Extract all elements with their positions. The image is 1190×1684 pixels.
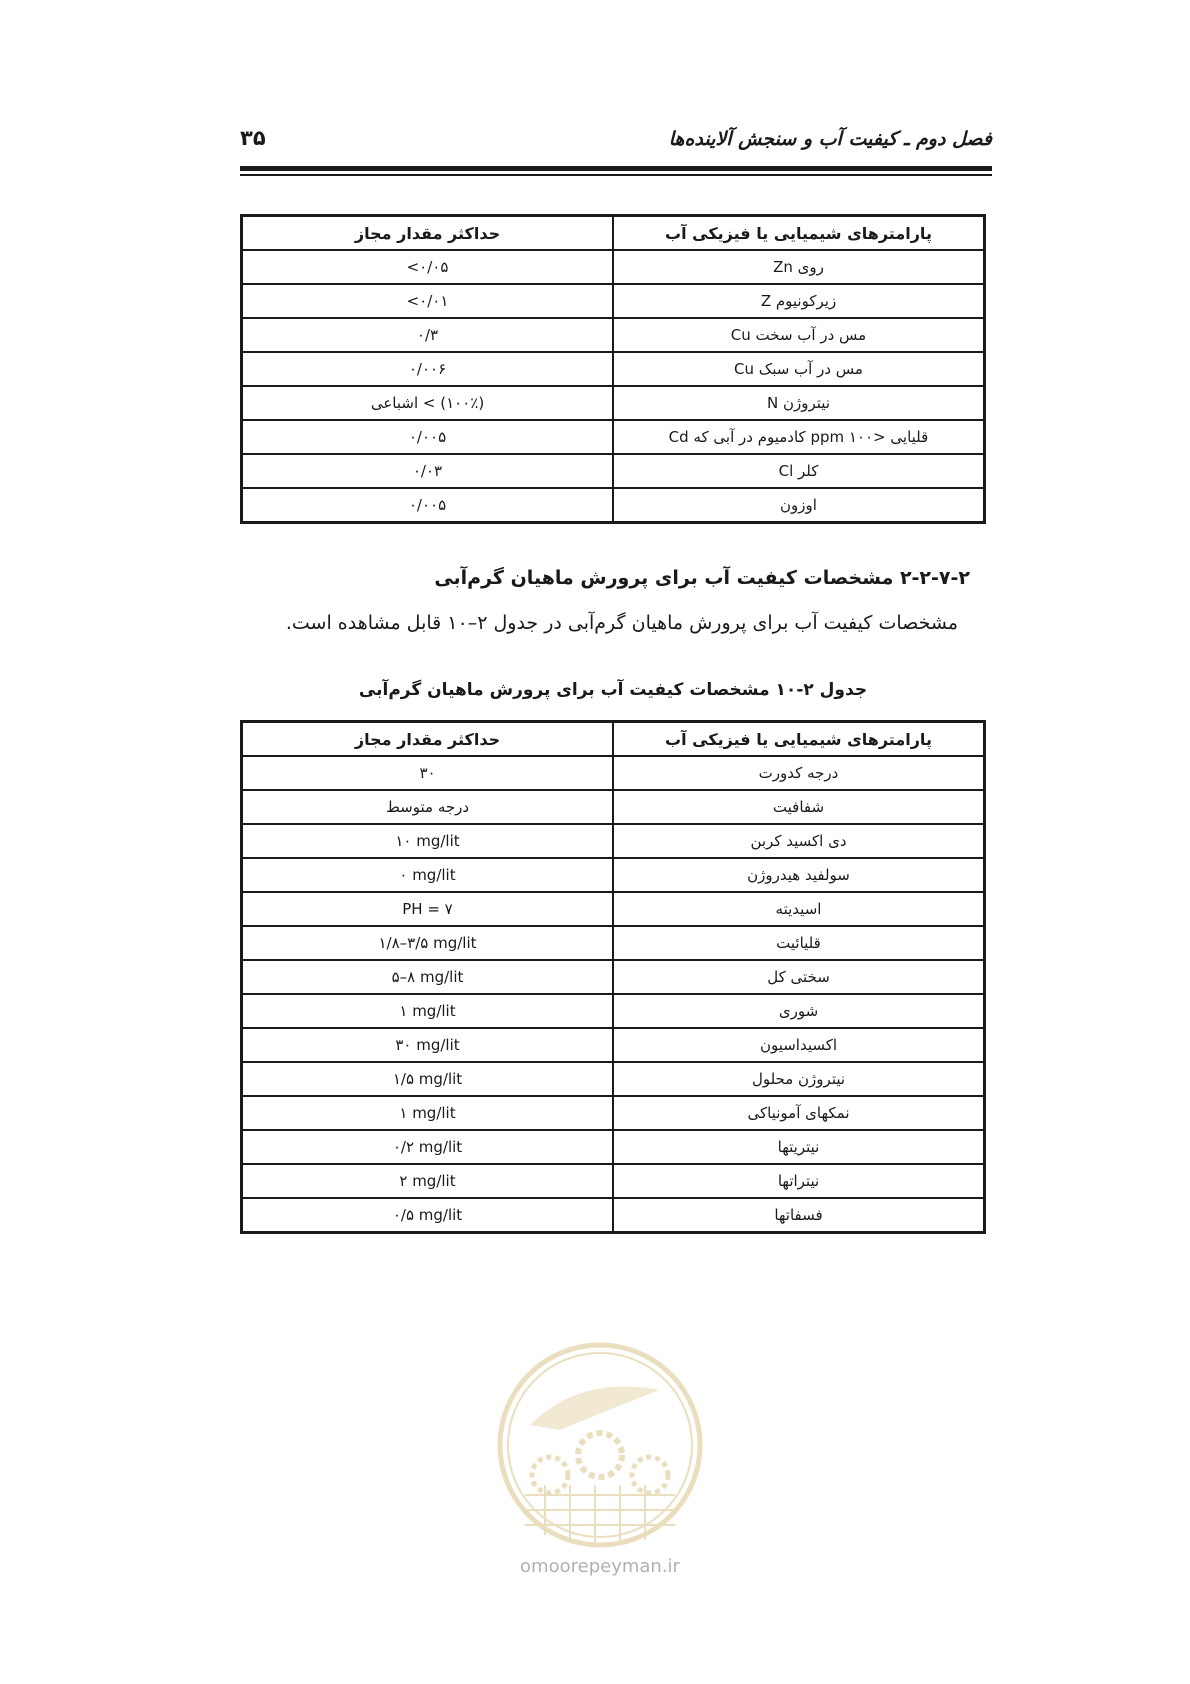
table-row bbox=[242, 1096, 985, 1130]
param-cell: سختی کل bbox=[613, 960, 985, 994]
table-warmwater-fish bbox=[240, 720, 986, 1234]
limit-cell: ۱ mg/lit bbox=[242, 1096, 614, 1130]
limit-cell: ۰/۰۰۵ bbox=[242, 488, 614, 523]
limit-cell: ۱/۸–۳/۵ mg/lit bbox=[242, 926, 614, 960]
limit-cell: ۲ mg/lit bbox=[242, 1164, 614, 1198]
param-cell: نیتروژن محلول bbox=[613, 1062, 985, 1096]
table-row bbox=[242, 892, 985, 926]
param-cell: Cu مس در آب سخت bbox=[613, 318, 985, 352]
table-row bbox=[242, 824, 985, 858]
param-cell: Zn روی bbox=[613, 250, 985, 284]
header-rule-thick bbox=[240, 166, 992, 171]
table-row bbox=[242, 994, 985, 1028]
header-rule-thin bbox=[240, 174, 992, 176]
param-cell: نیتراتها bbox=[613, 1164, 985, 1198]
param-cell: نیتریتها bbox=[613, 1130, 985, 1164]
limit-cell: ۱۰ mg/lit bbox=[242, 824, 614, 858]
table-row bbox=[242, 488, 985, 523]
table-row bbox=[242, 1062, 985, 1096]
limit-cell: ۱ mg/lit bbox=[242, 994, 614, 1028]
limit-cell: ۰/۳ bbox=[242, 318, 614, 352]
table-row bbox=[242, 454, 985, 488]
limit-cell: PH = ۷ bbox=[242, 892, 614, 926]
column-header-limit: حداکثر مقدار مجاز bbox=[242, 722, 614, 757]
watermark-url: omoorepeyman.ir bbox=[520, 1556, 680, 1577]
param-cell: Cl کلر bbox=[613, 454, 985, 488]
limit-cell: درجه متوسط bbox=[242, 790, 614, 824]
table-row bbox=[242, 1028, 985, 1062]
page-number: ۳۵ bbox=[240, 126, 266, 150]
limit-cell: ۰/۰۰۶ bbox=[242, 352, 614, 386]
limit-cell: ۵–۸ mg/lit bbox=[242, 960, 614, 994]
section-heading: ۲-۲-۷-۲ مشخصات کیفیت آب برای پرورش ماهیان گرم‌آبی bbox=[434, 567, 970, 589]
table-row bbox=[242, 960, 985, 994]
param-cell: Z زیرکونیوم bbox=[613, 284, 985, 318]
param-cell: درجه کدورت bbox=[613, 756, 985, 790]
page-header bbox=[240, 126, 992, 162]
body-paragraph: مشخصات کیفیت آب برای پرورش ماهیان گرم‌آبی در جدول ۲–۱۰ قابل مشاهده است. bbox=[285, 612, 958, 634]
param-cell: Cu مس در آب سبک bbox=[613, 352, 985, 386]
param-cell: N نیتروژن bbox=[613, 386, 985, 420]
table-row bbox=[242, 420, 985, 454]
column-header-limit: حداکثر مقدار مجاز bbox=[242, 216, 614, 251]
param-cell: Cd کادمیوم در آبی که ppm ۱۰۰> قلیایی bbox=[613, 420, 985, 454]
table-row bbox=[242, 756, 985, 790]
param-cell: اوزون bbox=[613, 488, 985, 523]
param-cell: دی اکسید کربن bbox=[613, 824, 985, 858]
watermark-logo bbox=[490, 1335, 710, 1555]
limit-cell: ۰ mg/lit bbox=[242, 858, 614, 892]
param-cell: شوری bbox=[613, 994, 985, 1028]
table-row bbox=[242, 284, 985, 318]
table-row bbox=[242, 1164, 985, 1198]
limit-cell: ۳۰ mg/lit bbox=[242, 1028, 614, 1062]
table-row bbox=[242, 250, 985, 284]
table-caption: جدول ۲-۱۰ مشخصات کیفیت آب برای پرورش ماهیان گرم‌آبی bbox=[358, 680, 868, 700]
limit-cell: (۱۰۰٪) > اشباعی bbox=[242, 386, 614, 420]
limit-cell: <۰/۰۱ bbox=[242, 284, 614, 318]
param-cell: قلیائیت bbox=[613, 926, 985, 960]
table-row bbox=[242, 318, 985, 352]
table-row bbox=[242, 1198, 985, 1233]
table-header-row bbox=[242, 216, 985, 251]
table-row bbox=[242, 858, 985, 892]
table-header-row bbox=[242, 722, 985, 757]
table-row bbox=[242, 386, 985, 420]
param-cell: فسفاتها bbox=[613, 1198, 985, 1233]
column-header-param: پارامترهای شیمیایی یا فیزیکی آب bbox=[613, 216, 985, 251]
param-cell: اسیدیته bbox=[613, 892, 985, 926]
table-row bbox=[242, 790, 985, 824]
chapter-title: فصل دوم ـ کیفیت آب و سنجش آلاینده‌ها bbox=[668, 128, 992, 150]
table-row bbox=[242, 926, 985, 960]
limit-cell: ۱/۵ mg/lit bbox=[242, 1062, 614, 1096]
limit-cell: ۰/۲ mg/lit bbox=[242, 1130, 614, 1164]
limit-cell: <۰/۰۵ bbox=[242, 250, 614, 284]
limit-cell: ۰/۵ mg/lit bbox=[242, 1198, 614, 1233]
limit-cell: ۰/۰۳ bbox=[242, 454, 614, 488]
param-cell: شفافیت bbox=[613, 790, 985, 824]
param-cell: اکسیداسیون bbox=[613, 1028, 985, 1062]
param-cell: نمکهای آمونیاکی bbox=[613, 1096, 985, 1130]
table-row bbox=[242, 1130, 985, 1164]
limit-cell: ۰/۰۰۵ bbox=[242, 420, 614, 454]
param-cell: سولفید هیدروژن bbox=[613, 858, 985, 892]
table-row bbox=[242, 352, 985, 386]
limit-cell: ۳۰ bbox=[242, 756, 614, 790]
table-heavy-metals bbox=[240, 214, 986, 524]
column-header-param: پارامترهای شیمیایی یا فیزیکی آب bbox=[613, 722, 985, 757]
